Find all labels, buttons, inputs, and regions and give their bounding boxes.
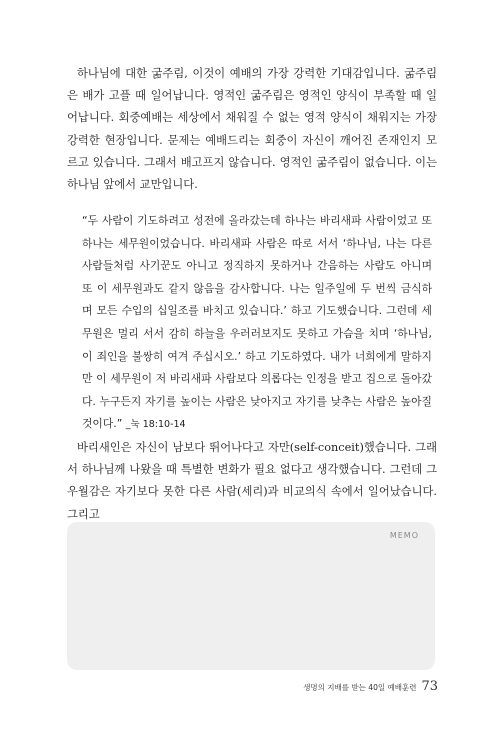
scripture-quote-text: “두 사람이 기도하려고 성전에 올라갔는데 하나는 바리새파 사람이었고 또 하나는 세무원이었습니다. 바리새파 사람은 따로 서서 ‘하나님, 나는 다른 사람들처럼 사기꾼도 아니고 정직하지 못하거나 간음하는 사람도 아니며 또 이 세무원과도 같지 않음을 감사합니다. 나는 일주일에 두 번씩 금식하며 모든 수입의 십일조를 바치고 있습니다.’ 하고 기도했습니다. 그런데 세무원은 멀리 서서 감히 하늘을 우러러보지도 못하고 가슴을 치며 ‘하나님, 이 죄인을 불쌍히 여겨 주십시오.’ 하고 기도하였다. 내가 너희에게 말하지만 이 세무원이 저 바리새파 사람보다 의롭다는 인정을 받고 집으로 돌아갔다. 누구든지 자기를 높이는 사람은 낮아지고 자기를 낮추는 사람은 높아질 것이다.” — [82, 214, 432, 431]
memo-box[interactable] — [67, 522, 435, 670]
footer-page-number: 73 — [421, 679, 438, 694]
page-footer — [303, 679, 438, 694]
memo-label: MEMO — [389, 531, 419, 540]
scripture-quote — [82, 210, 432, 437]
scripture-reference: _눅 18:10-14 — [125, 419, 186, 431]
footer-book-title: 생명의 지배를 받는 40일 예배훈련 — [303, 683, 417, 692]
body-paragraph-2: 바리새인은 자신이 남보다 뛰어나다고 자만(self-conceit)했습니다. 그래서 하나님께 나왔을 때 특별한 변화가 필요 없다고 생각했습니다. 그런데 그 우월감은 자기보다 못한 다른 사람(세리)과 비교의식 속에서 일어났습니다. 그리고 — [67, 441, 437, 521]
body-paragraph-1: 하나님에 대한 굶주림, 이것이 예배의 가장 강력한 기대감입니다. 굶주림은 배가 고플 때 일어납니다. 영적인 굶주림은 영적인 양식이 부족할 때 일어납니다. 회중예배는 세상에서 채워질 수 없는 영적 양식이 채워지는 가장 강력한 현장입니다. 문제는 예배드리는 회중이 자신이 깨어진 존재인지 모르고 있습니다. 그래서 배고프지 않습니다. 영적인 굶주림이 없습니다. 이는 하나님 앞에서 교만입니다. — [67, 67, 437, 192]
